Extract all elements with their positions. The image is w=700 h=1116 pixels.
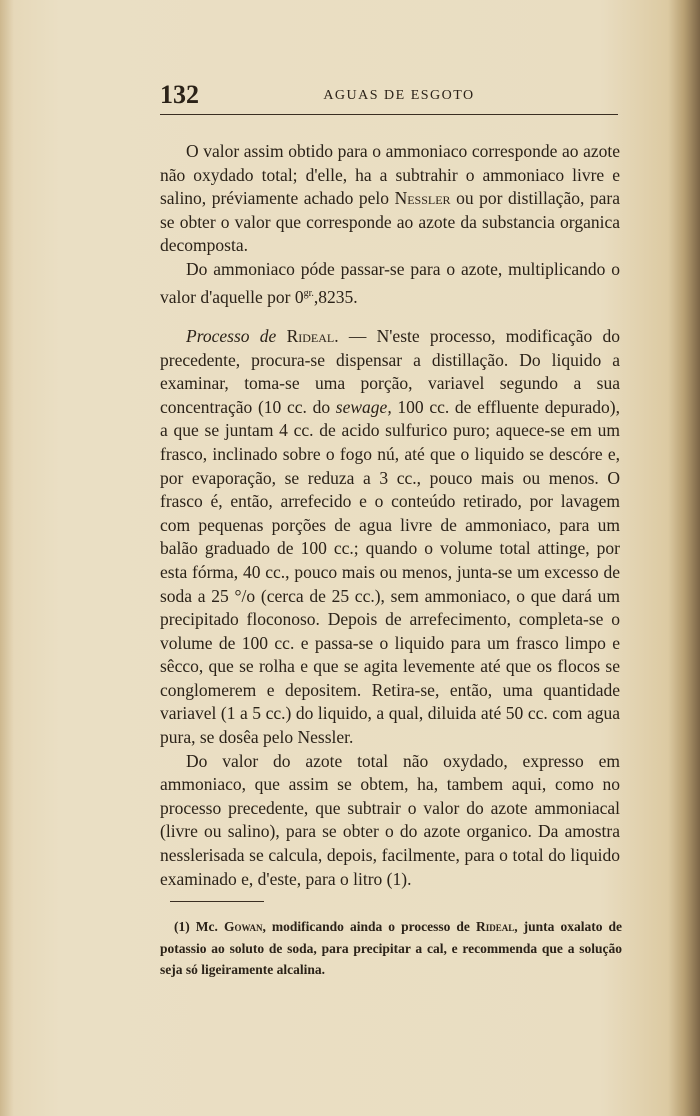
body-text — [160, 140, 620, 891]
paragraph-3 — [160, 325, 620, 750]
footnote-name-gowan: Gowan, — [223, 919, 266, 934]
section-title-name: Rideal. — [286, 325, 339, 346]
section-title: Processo de — [186, 325, 277, 346]
paragraph-2-text: Do ammoniaco póde passar-se para o azote, multiplicando o valor d'aquelle por 0 — [160, 258, 620, 307]
paragraph-2 — [160, 258, 620, 309]
italic-term-sewage: sewage, — [335, 396, 392, 417]
paragraph-3-text-b: 100 cc. de effluente depurado), a que se juntam 4 cc. de acido sulfurico puro; aquece-se em um frasco, inclinado sobre o fogo nú, até que o liquido se descóre e, por evaporação, se reduza a 3 cc., pouco mais ou menos. O frasco é, então, arrefecido e o conteúdo retirado, por lavagem com pequenas porções de agua livre de ammoniaco, para um balão graduado de 100 cc.; quando o volume total attinge, por esta fórma, 40 cc., pouco mais ou menos, junta-se um excesso de soda a 25 °/o (cerca de 25 cc.), sem ammoniaco, o que dará um precipitado floconoso. Depois de arrefecimento, completa-se o volume de 100 cc. e passa-se o liquido para um frasco limpo e sêcco, que se rolha e que se agita levemente até que os flocos se conglomerem e depositem. Retira-se, então, uma quantidade variavel (1 a 5 cc.) do liquido, a qual, diluida até 50 cc. com agua pura, se dosêa pelo Nessler. — [160, 396, 621, 748]
paragraph-4-text: Do valor do azote total não oxydado, expresso em ammoniaco, que assim se obtem, ha, tambem aqui, como no processo precedente, que subtrair o valor do azote ammoniacal (livre ou salino), para se obter o do azote organico. Da amostra nesslerisada se calcula, depois, facilmente, para o total do liquido examinado e, d'este, para o litro (1). — [160, 750, 620, 889]
paragraph-1 — [160, 140, 620, 258]
page-header — [160, 80, 618, 115]
paragraph-4 — [160, 750, 620, 892]
footnote — [160, 916, 622, 981]
footnote-name-rideal: Rideal, — [475, 919, 518, 934]
unit-superscript: gr. — [303, 287, 314, 299]
paragraph-1-text: O valor assim obtido para o ammoniaco corresponde ao azote não oxydado total; d'elle, ha a subtrahir o ammoniaco livre e salino, préviamente achado pelo — [160, 141, 620, 209]
footnote-marker: (1) Mc. — [174, 919, 218, 934]
footnote-rule — [170, 901, 264, 902]
paragraph-1-text-end: ou por distillação, para se obter o valor que corresponde ao azote da substancia organica decomposta. — [160, 188, 620, 256]
paragraph-3-text-a: — N'este processo, modificação do precedente, procura-se dispensar a distillação. Do liquido a examinar, toma-se uma porção, variavel segundo a sua concentração (10 cc. do — [160, 325, 621, 417]
footnote-text-a: modificando ainda o processo de — [265, 919, 476, 934]
paragraph-2-value: ,8235. — [313, 286, 358, 307]
running-title: AGUAS DE ESGOTO — [323, 88, 475, 103]
page-number: 132 — [160, 80, 199, 109]
footnote-text-b: junta oxalato de potassio ao soluto de soda, para precipitar a cal, e recommenda que a solução seja só ligeiramente alcalina. — [160, 919, 623, 977]
footnote-paragraph — [160, 916, 622, 981]
author-name-nessler: Nessler — [394, 188, 451, 209]
